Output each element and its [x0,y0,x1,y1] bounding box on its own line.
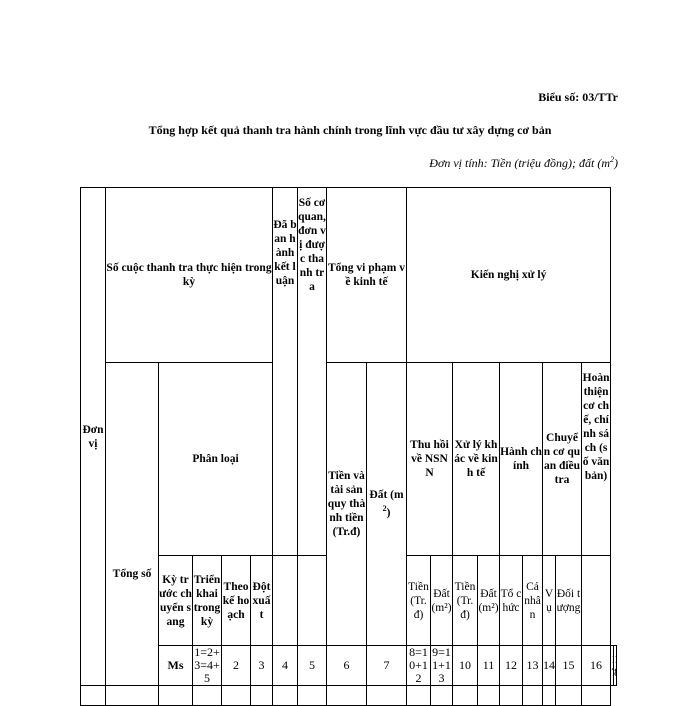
col-number: 16 [582,646,611,686]
col-number: 9=11+13 [432,645,451,685]
col-number: 12 [500,646,523,686]
transfer-header: Chuyển cơ quan điều tra [543,363,582,556]
data-cell [478,686,500,706]
col-number: 4 [273,646,298,686]
data-cell [556,686,582,706]
planned-header: Theo kế hoạch [222,556,251,646]
col-number: 14 [543,646,556,686]
data-cell [407,686,431,706]
col-number: 5 [298,646,327,686]
data-cell [251,686,273,706]
policy-blank [582,556,611,646]
agencies-header: Số cơ quan, đơn vị được thanh tra [298,188,327,556]
col-number: 10 [453,646,478,686]
ms-cell: Ms [159,646,193,686]
total-header: Tổng số [106,363,159,686]
col-number: 2 [222,646,251,686]
col-number [614,646,617,686]
recover-header: Thu hồi về NSNN [407,363,453,556]
organization-header: Tổ chức [500,556,523,646]
document-title: Tổng hợp kết quả thanh tra hành chính trong lĩnh vực đầu tư xây dựng cơ bản [148,123,552,137]
recover-money-header: Tiền (Tr.đ) [407,556,431,646]
land-header: Đất $(m^2)$ [367,363,407,646]
column-number-row [81,646,617,686]
col-number: 3 [251,646,273,686]
form-code: Biểu số: 03/TTr [538,90,618,104]
data-cell [327,686,367,706]
inspections-header: Số cuộc thanh tra thực hiện trong kỳ [106,188,273,363]
data-cell [273,686,298,706]
col-number: 7 [367,646,407,686]
data-cell [453,686,478,706]
other-money-header: Tiền (Tr.đ) [453,556,478,646]
col-number: 8=10+12 [407,646,431,686]
data-cell [523,686,543,706]
policy-header: Hoàn thiện cơ chế, chính sách (số văn bản) [582,363,611,556]
data-cell [367,686,407,706]
case-header: Vụ [543,556,556,646]
administrative-header: Hành chính [500,363,543,556]
agencies-blank [298,556,327,646]
col-number: 1=2+3=4+5 [194,645,220,685]
data-cell [500,686,523,706]
col-number: 15 [556,646,582,686]
subject-header: Đối tượng [556,556,582,646]
other-land-header: Đất (m²) [478,556,500,646]
classification-header: Phân loại [159,363,273,556]
in-period-header: Triển khai trong kỳ [193,556,222,646]
unit-column-header: Đơn vị [81,188,106,686]
data-cell [81,686,106,706]
report-table [80,187,617,706]
concluded-header: Đã ban hành kết luận [273,188,298,556]
data-cell [222,686,251,706]
data-cell [582,686,611,706]
individual-header: Cá nhân [523,556,543,646]
data-row [81,686,617,706]
data-cell [106,686,159,706]
unit-note: Đơn vị tính: Tiền (triệu đồng); đất $(m^2)$ [429,155,618,170]
data-cell [543,686,556,706]
recover-land-header: Đất (m²) [431,556,453,646]
concluded-blank [273,556,298,646]
data-cell [193,686,222,706]
recommendations-header: Kiến nghị xử lý [407,188,611,363]
col-number: 13 [523,646,543,686]
money-assets-header: Tiền và tài sản quy thành tiền (Tr.đ) [327,363,367,646]
data-cell [159,686,193,706]
col-number: 6 [327,646,367,686]
violations-header: Tổng vi phạm về kinh tế [327,188,407,363]
col-number: 11 [478,646,500,686]
other-econ-header: Xử lý khác về kinh tế [453,363,500,556]
data-cell [298,686,327,706]
data-cell [431,686,453,706]
prev-period-header: Kỳ trước chuyển sang [159,556,193,646]
sudden-header: Đột xuất [251,556,273,646]
